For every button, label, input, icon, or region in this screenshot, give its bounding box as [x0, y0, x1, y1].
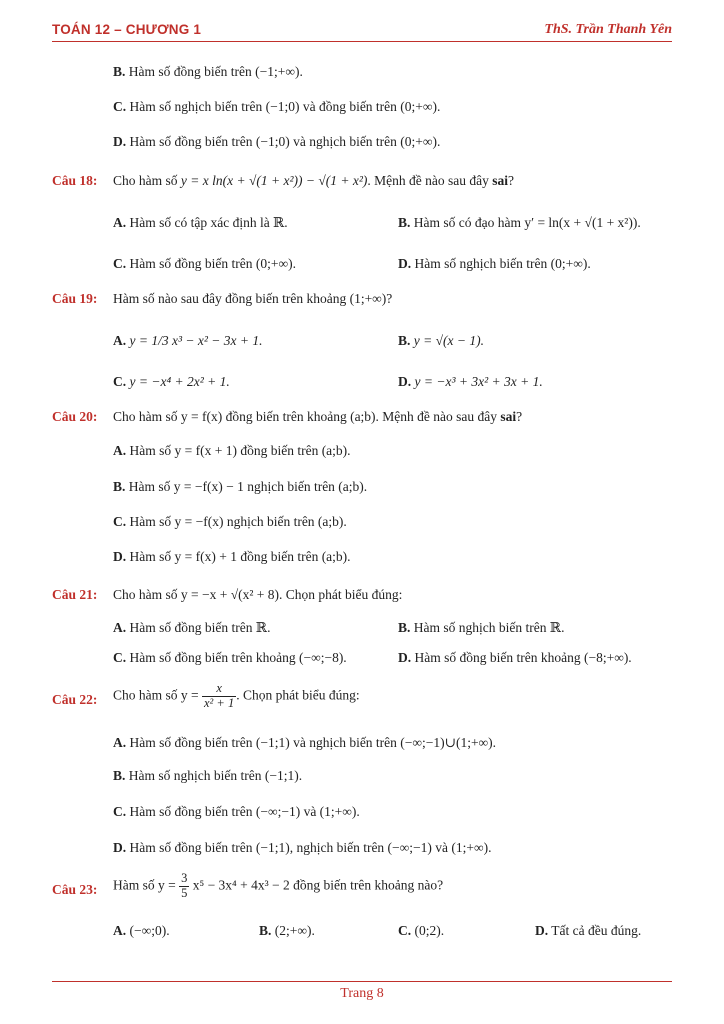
- q23-fraction: $\frac{3}{5}$: [181, 871, 188, 900]
- q23-option-b: B. (2;+∞).: [259, 923, 315, 938]
- q18-formula: y = x ln(x + √(1 + x²)) − √(1 + x²): [180, 173, 368, 188]
- q23-stem: Hàm số y = $\frac{3}{5}$ x⁵ − 3x⁴ + 4x³ − 2 đồng biến trên khoảng nào?: [113, 871, 444, 900]
- q19-option-a: A. y = 1/3 x³ − x² − 3x + 1.: [113, 333, 263, 348]
- q22-fraction: $\frac{x}{\text{x² + 1}}$: [204, 681, 235, 710]
- q23-number: Câu 23:: [52, 882, 98, 897]
- q19-stem: Hàm số nào sau đây đồng biến trên khoảng (1;+∞)?: [113, 291, 393, 306]
- page-header: [52, 20, 672, 42]
- q21-option-d: D. Hàm số đồng biến trên khoảng (−8;+∞).: [398, 650, 632, 665]
- q22-option-a: A. Hàm số đồng biến trên (−1;1) và nghịch biến trên (−∞;−1)∪(1;+∞).: [113, 735, 497, 750]
- page-number: Trang 8: [340, 986, 384, 1001]
- q23-option-c: C. (0;2).: [398, 923, 445, 938]
- q21-stem: Cho hàm số y = −x + √(x² + 8). Chọn phát biểu đúng:: [113, 587, 403, 602]
- q21-option-a: A. Hàm số đồng biến trên ℝ.: [113, 620, 271, 635]
- q18-number: Câu 18:: [52, 173, 98, 188]
- q23-option-d: D. Tất cả đều đúng.: [535, 923, 642, 938]
- author-name: ThS. Trần Thanh Yên: [544, 22, 672, 37]
- q22-stem: Cho hàm số y = $\frac{x}{\text{x² + 1}}$ . Chọn phát biểu đúng:: [113, 681, 360, 710]
- q20-stem: Cho hàm số y = f(x) đồng biến trên khoảng (a;b). Mệnh đề nào sau đây sai?: [113, 409, 523, 424]
- q19-option-c: C. y = −x⁴ + 2x² + 1.: [113, 374, 230, 389]
- q22-option-c: C. Hàm số đồng biến trên (−∞;−1) và (1;+∞).: [113, 804, 360, 819]
- q18-option-c: C. Hàm số đồng biến trên (0;+∞).: [113, 256, 296, 271]
- q18-option-b: B. Hàm số có đạo hàm y′ = ln(x + √(1 + x²)).: [398, 215, 641, 230]
- q20-option-d: D. Hàm số y = f(x) + 1 đồng biến trên (a;b).: [113, 549, 351, 564]
- q23-option-a: A. (−∞;0).: [113, 923, 170, 938]
- q21-option-c: C. Hàm số đồng biến trên khoảng (−∞;−8).: [113, 650, 347, 665]
- q22-option-d: D. Hàm số đồng biến trên (−1;1), nghịch biến trên (−∞;−1) và (1;+∞).: [113, 840, 492, 855]
- q19-number: Câu 19:: [52, 291, 98, 306]
- footer-divider: [52, 981, 672, 982]
- header-divider: [52, 41, 672, 42]
- q17-option-c: C. Hàm số nghịch biến trên (−1;0) và đồng biến trên (0;+∞).: [113, 99, 441, 114]
- q18-option-d: D. Hàm số nghịch biến trên (0;+∞).: [398, 256, 591, 271]
- q18-stem: Cho hàm số y = x ln(x + √(1 + x²)) − √(1 + x²). Mệnh đề nào sau đây sai?: [113, 173, 515, 188]
- q17-option-d: D. Hàm số đồng biến trên (−1;0) và nghịch biến trên (0;+∞).: [113, 134, 441, 149]
- q21-option-b: B. Hàm số nghịch biến trên ℝ.: [398, 620, 565, 635]
- chapter-title: TOÁN 12 – CHƯƠNG 1: [52, 22, 202, 37]
- q22-number: Câu 22:: [52, 692, 98, 707]
- q19-option-d: D. y = −x³ + 3x² + 3x + 1.: [398, 374, 543, 389]
- q18-option-a: A. Hàm số có tập xác định là ℝ.: [113, 215, 288, 230]
- q22-option-b: B. Hàm số nghịch biến trên (−1;1).: [113, 768, 303, 783]
- q20-option-c: C. Hàm số y = −f(x) nghịch biến trên (a;b).: [113, 514, 347, 529]
- q20-option-b: B. Hàm số y = −f(x) − 1 nghịch biến trên (a;b).: [113, 479, 368, 494]
- q21-number: Câu 21:: [52, 587, 98, 602]
- q20-option-a: A. Hàm số y = f(x + 1) đồng biến trên (a;b).: [113, 443, 351, 458]
- q17-option-b: B. Hàm số đồng biến trên (−1;+∞).: [113, 64, 303, 79]
- q20-number: Câu 20:: [52, 409, 98, 424]
- q19-option-b: B. y = √(x − 1).: [398, 333, 484, 348]
